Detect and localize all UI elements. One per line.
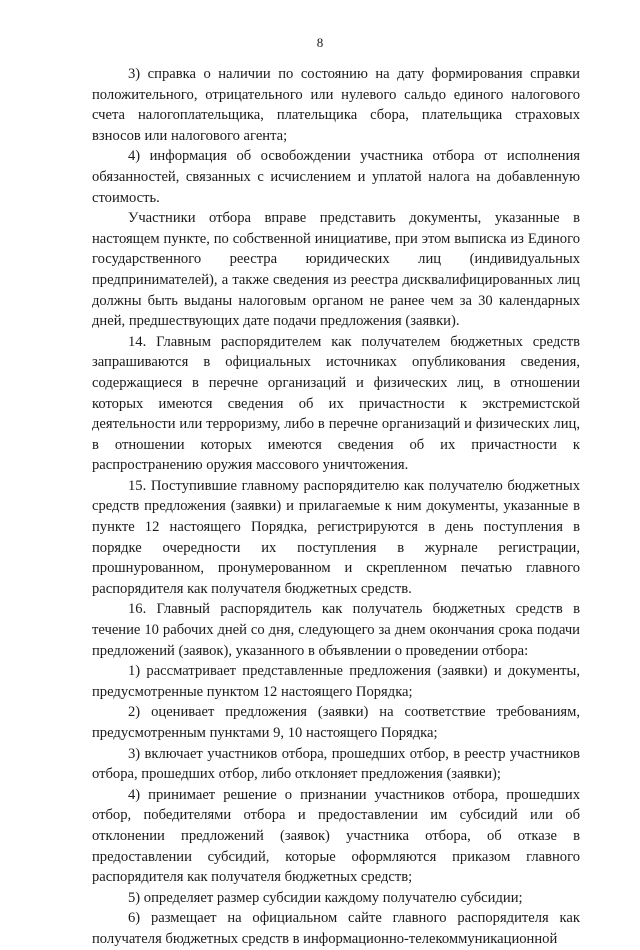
paragraph: Участники отбора вправе представить документы, указанные в настоящем пункте, по собственной инициативе, при этом выписка из Единого государственного реестра юридических лиц (индивидуальных предпринимателей), а также сведения из реестра дисквалифицированных лиц должны быть выданы налоговым органом не ранее чем за 30 календарных дней, предшествующих дате подачи предложения (заявки). (92, 210, 580, 330)
paragraph: 6) размещает на официальном сайте главного распорядителя как получателя бюджетных средств в информационно-телекоммуникационной (92, 910, 580, 947)
paragraph: 14. Главным распорядителем как получателем бюджетных средств запрашиваются в официальных источниках опубликования сведения, содержащиеся в перечне организаций и физических лиц, в отношении которых имеются сведения об их причастности к экстремистской деятельности или терроризму, либо в перечне организаций и физических лиц, в отношении которых имеются сведения об их причастности к распространению оружия массового уничтожения. (92, 333, 580, 474)
paragraph: 15. Поступившие главному распорядителю как получателю бюджетных средств предложения (заявки) и прилагаемые к ним документы, указанные в пункте 12 настоящего Порядка, регистрируются в день поступления в порядке очередности их поступления в журнале регистрации, прошнурованном, пронумерованном и скрепленном печатью главного распорядителя как получателя бюджетных средств. (92, 477, 580, 597)
paragraph: 3) включает участников отбора, прошедших отбор, в реестр участников отбора, прошедших отбор, либо отклоняет предложения (заявки); (92, 745, 580, 783)
paragraph: 5) определяет размер субсидии каждому получателю субсидии; (128, 889, 523, 906)
paragraph: 16. Главный распорядитель как получатель бюджетных средств в течение 10 рабочих дней со дня, следующего за днем окончания срока подачи предложений (заявок), указанного в объявлении о проведении отбора: (92, 601, 580, 659)
paragraph: 4) принимает решение о признании участников отбора, прошедших отбор, победителями отбора и предоставлении им субсидий или об отклонении предложений (заявок) участника отбора, об отказе в предоставлении субсидий, которые оформляются приказом главного распорядителя как получателя бюджетных средств; (92, 786, 580, 886)
paragraph: 1) рассматривает представленные предложения (заявки) и документы, предусмотренные пунктом 12 настоящего Порядка; (92, 663, 580, 700)
paragraph: 2) оценивает предложения (заявки) на соответствие требованиям, предусмотренным пунктами 9, 10 настоящего Порядка; (92, 704, 580, 741)
paragraph: 3) справка о наличии по состоянию на дату формирования справки положительного, отрицательного или нулевого сальдо единого налогового счета налогоплательщика, плательщика сбора, плательщика страховых взносов или налогового агента; (92, 66, 580, 144)
page-number: 8 (316, 35, 324, 50)
document-body (92, 64, 580, 950)
paragraph: 4) информация об освобождении участника отбора от исполнения обязанностей, связанных с исчислением и уплатой налога на добавленную стоимость. (92, 148, 580, 206)
